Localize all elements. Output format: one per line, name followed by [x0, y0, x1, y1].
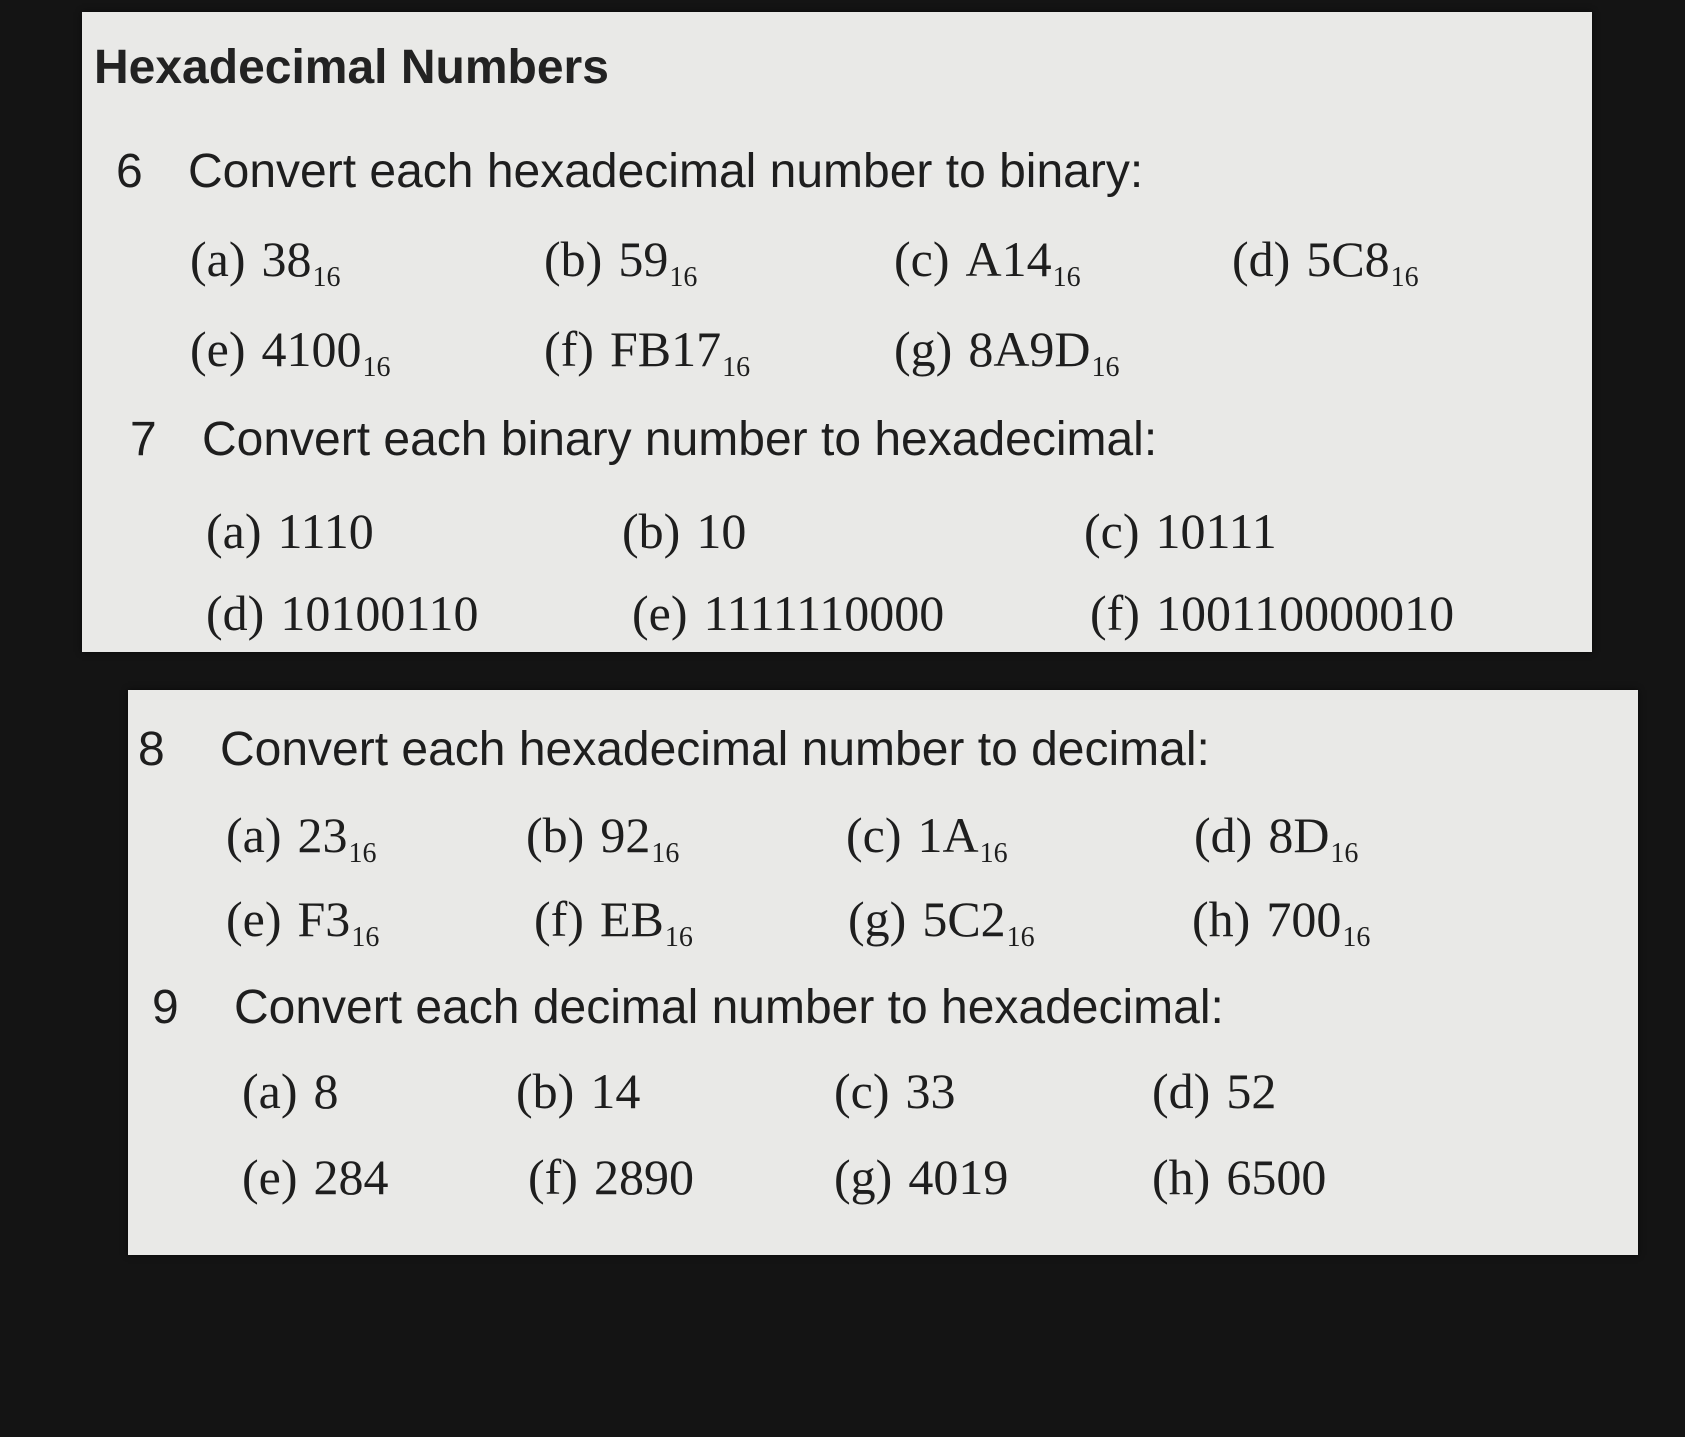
exercise-item: (g) $8A9D_{16}$	[894, 321, 1120, 383]
exercise-item: (f) $EB_{16}$	[534, 891, 693, 953]
exercise-item: (f) $FB17_{16}$	[544, 321, 751, 383]
question-number: 6	[116, 145, 143, 198]
exercise-item: (a) 1110	[206, 503, 374, 559]
exercise-item: (b) $59_{16}$	[544, 231, 698, 293]
question-text: Convert each binary number to hexadecimal:	[202, 413, 1158, 466]
exercise-item: (d) 52	[1152, 1063, 1277, 1119]
section-heading: Hexadecimal Numbers	[94, 41, 609, 94]
lower-exercise-panel	[128, 690, 1638, 1255]
exercise-item: (a) $23_{16}$	[226, 807, 377, 869]
question-number: 7	[130, 413, 157, 466]
exercise-item: (g) 4019	[834, 1149, 1009, 1205]
exercise-item: (c) $1A_{16}$	[846, 807, 1008, 869]
exercise-item: (c) 10111	[1084, 503, 1277, 559]
exercise-item: (d) $8D_{16}$	[1194, 807, 1359, 869]
question-number: 9	[152, 981, 179, 1034]
question-text: Convert each hexadecimal number to binary:	[188, 145, 1144, 198]
exercise-item: (e) $4100_{16}$	[190, 321, 391, 383]
exercise-item: (e) 1111110000	[632, 585, 945, 641]
exercise-item: (b) 10	[622, 503, 747, 559]
question-7	[130, 412, 1530, 472]
exercise-item: (c) 33	[834, 1063, 956, 1119]
upper-exercise-panel	[82, 12, 1592, 652]
exercise-item: (d) $5C8_{16}$	[1232, 231, 1419, 293]
exercise-item: (f) 2890	[528, 1149, 694, 1205]
exercise-item: (b) $92_{16}$	[526, 807, 680, 869]
exercise-item: (a) 8	[242, 1063, 339, 1119]
exercise-item: (e) $F3_{16}$	[226, 891, 380, 953]
exercise-item: (c) $A14_{16}$	[894, 231, 1081, 293]
question-text: Convert each hexadecimal number to decimal:	[220, 723, 1210, 776]
question-8	[138, 722, 1538, 782]
exercise-item: (d) 10100110	[206, 585, 479, 641]
exercise-item: (g) $5C2_{16}$	[848, 891, 1035, 953]
exercise-item: (a) $38_{16}$	[190, 231, 341, 293]
question-number: 8	[138, 723, 165, 776]
exercise-item: (b) 14	[516, 1063, 641, 1119]
exercise-item: (h) $700_{16}$	[1192, 891, 1371, 953]
exercise-item: (h) 6500	[1152, 1149, 1327, 1205]
exercise-item: (e) 284	[242, 1149, 389, 1205]
question-9	[152, 980, 1552, 1040]
question-6	[116, 144, 1516, 204]
question-text: Convert each decimal number to hexadecimal:	[234, 981, 1224, 1034]
exercise-item: (f) 100110000010	[1090, 585, 1455, 641]
